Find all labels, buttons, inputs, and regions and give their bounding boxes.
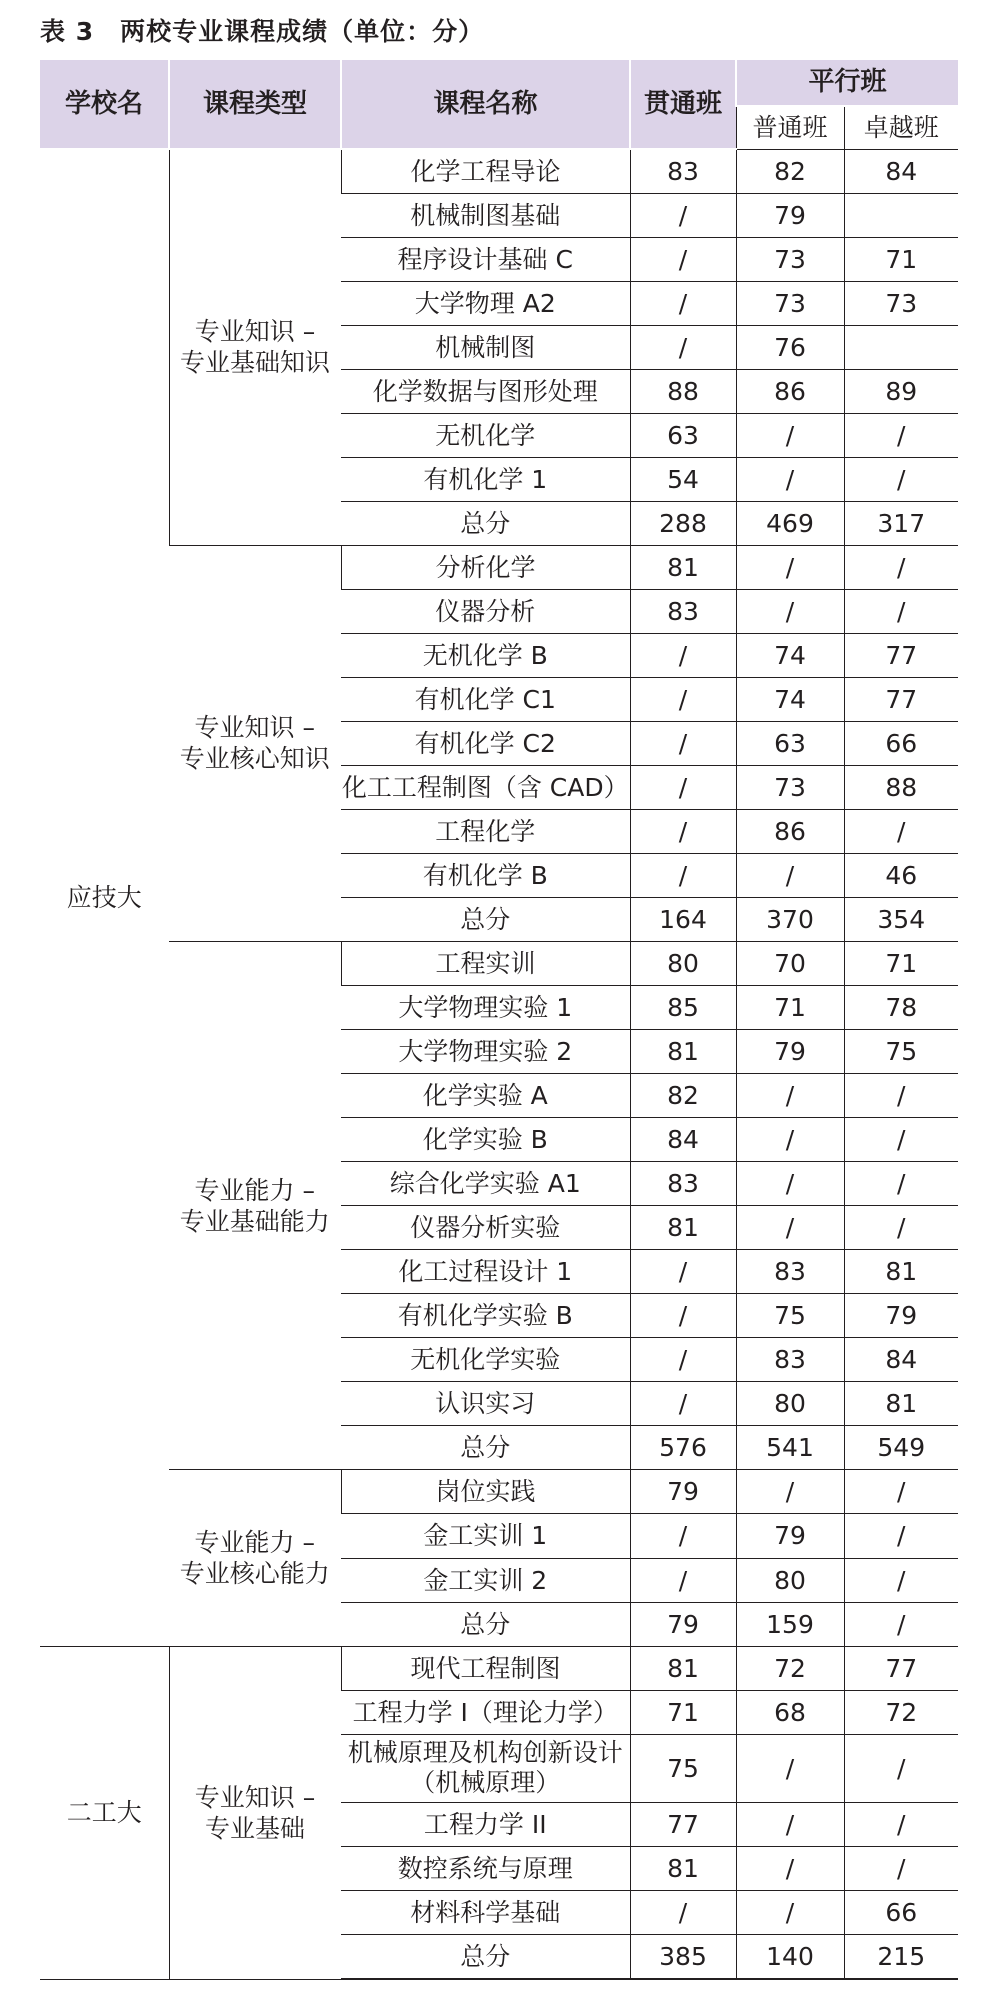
through-class-score: / [630,1558,736,1602]
category-cell [169,942,341,1470]
through-class-score: / [630,854,736,898]
course-cell: 岗位实践 [341,1470,630,1514]
ordinary-class-score: 541 [736,1426,844,1470]
through-class-score: / [630,1891,736,1935]
ordinary-class-score: 73 [736,765,844,809]
ordinary-class-score: 71 [736,986,844,1030]
excellent-class-score: 84 [844,1338,958,1382]
header-school: 学校名 [40,60,169,149]
through-class-score: 79 [630,1602,736,1646]
through-class-score: / [630,765,736,809]
course-cell: 无机化学 B [341,633,630,677]
excellent-class-score: 88 [844,765,958,809]
course-cell: 金工实训 2 [341,1558,630,1602]
through-class-score: 63 [630,413,736,457]
excellent-class-score: / [844,545,958,589]
excellent-class-score: 46 [844,854,958,898]
through-class-score: / [630,1382,736,1426]
scores-table [40,60,958,1980]
excellent-class-score: 66 [844,721,958,765]
course-cell: 综合化学实验 A1 [341,1162,630,1206]
course-cell: 分析化学 [341,545,630,589]
course-cell: 工程化学 [341,809,630,853]
ordinary-class-score: 83 [736,1338,844,1382]
ordinary-class-score: 82 [736,149,844,193]
excellent-class-score: 215 [844,1935,958,1979]
excellent-class-score: 66 [844,1891,958,1935]
course-cell: 大学物理实验 1 [341,986,630,1030]
excellent-class-score: 73 [844,281,958,325]
excellent-class-score: 77 [844,1646,958,1690]
ordinary-class-score: 70 [736,942,844,986]
ordinary-class-score: 80 [736,1382,844,1426]
category-line: 专业能力 – [194,1175,315,1205]
excellent-class-score: / [844,1470,958,1514]
table-row [40,942,958,986]
through-class-score: / [630,1514,736,1558]
course-cell: 无机化学 [341,413,630,457]
course-cell: 化学数据与图形处理 [341,369,630,413]
excellent-class-score: 78 [844,986,958,1030]
through-class-score: 83 [630,589,736,633]
ordinary-class-score: 83 [736,1250,844,1294]
ordinary-class-score: / [736,1162,844,1206]
course-cell: 金工实训 1 [341,1514,630,1558]
excellent-class-score: 317 [844,501,958,545]
through-class-score: 75 [630,1734,736,1803]
excellent-class-score: / [844,1118,958,1162]
course-cell: 总分 [341,1426,630,1470]
through-class-score: 288 [630,501,736,545]
ordinary-class-score: / [736,589,844,633]
excellent-class-score: / [844,1206,958,1250]
excellent-class-score: / [844,413,958,457]
table-row [40,149,958,193]
ordinary-class-score: / [736,1074,844,1118]
ordinary-class-score: 73 [736,237,844,281]
ordinary-class-score: 73 [736,281,844,325]
excellent-class-score: 89 [844,369,958,413]
header-parallel-class: 平行班 [736,60,958,106]
excellent-class-score: 81 [844,1250,958,1294]
through-class-score: 85 [630,986,736,1030]
header-course: 课程名称 [341,60,630,149]
ordinary-class-score: / [736,1206,844,1250]
ordinary-class-score: / [736,1891,844,1935]
table-header [40,60,958,149]
category-line: 专业基础知识 [179,348,330,378]
through-class-score: 385 [630,1935,736,1979]
ordinary-class-score: / [736,1470,844,1514]
excellent-class-score: 72 [844,1690,958,1734]
ordinary-class-score: / [736,1803,844,1847]
excellent-class-score: / [844,1558,958,1602]
through-class-score: 54 [630,457,736,501]
header-excellent-class: 卓越班 [844,106,958,149]
through-class-score: 83 [630,149,736,193]
through-class-score: 77 [630,1803,736,1847]
through-class-score: / [630,1338,736,1382]
header-ordinary-class: 普通班 [736,106,844,149]
course-cell: 有机化学 C1 [341,677,630,721]
header-through-class: 贯通班 [630,60,736,149]
category-line: 专业知识 – [194,317,316,347]
table-row [40,1470,958,1514]
course-cell: 工程实训 [341,942,630,986]
ordinary-class-score: / [736,1118,844,1162]
table-row [40,545,958,589]
excellent-class-score: 71 [844,237,958,281]
through-class-score: / [630,281,736,325]
course-cell: 认识实习 [341,1382,630,1426]
course-cell: 化工过程设计 1 [341,1250,630,1294]
course-cell: 程序设计基础 C [341,237,630,281]
category-line: 专业核心知识 [179,744,330,774]
through-class-score: 81 [630,1847,736,1891]
excellent-class-score: 81 [844,1382,958,1426]
ordinary-class-score: 80 [736,1558,844,1602]
through-class-score: / [630,325,736,369]
through-class-score: 81 [630,1206,736,1250]
ordinary-class-score: / [736,854,844,898]
excellent-class-score: / [844,457,958,501]
ordinary-class-score: 76 [736,325,844,369]
through-class-score: 81 [630,1646,736,1690]
course-cell: 机械原理及机构创新设计（机械原理） [341,1734,630,1803]
course-cell: 大学物理实验 2 [341,1030,630,1074]
excellent-class-score: / [844,589,958,633]
through-class-score: 82 [630,1074,736,1118]
through-class-score: 164 [630,898,736,942]
category-line: 专业基础 [204,1813,305,1843]
through-class-score: / [630,721,736,765]
excellent-class-score: / [844,1514,958,1558]
course-cell: 机械制图基础 [341,193,630,237]
course-cell: 工程力学 I（理论力学） [341,1690,630,1734]
course-cell: 有机化学实验 B [341,1294,630,1338]
excellent-class-score: 354 [844,898,958,942]
ordinary-class-score: 469 [736,501,844,545]
excellent-class-score: 79 [844,1294,958,1338]
excellent-class-score: / [844,1602,958,1646]
category-cell [169,1470,341,1646]
ordinary-class-score: / [736,413,844,457]
excellent-class-score: 84 [844,149,958,193]
course-cell: 总分 [341,1935,630,1979]
course-cell: 化学实验 A [341,1074,630,1118]
category-cell [169,1646,341,1979]
course-cell: 总分 [341,1602,630,1646]
through-class-score: / [630,1250,736,1294]
course-cell: 现代工程制图 [341,1646,630,1690]
table-row [40,1646,958,1690]
course-cell: 有机化学 B [341,854,630,898]
course-cell: 机械制图 [341,325,630,369]
course-cell: 总分 [341,501,630,545]
course-cell: 化学实验 B [341,1118,630,1162]
course-cell: 有机化学 C2 [341,721,630,765]
through-class-score: 84 [630,1118,736,1162]
category-cell [169,545,341,941]
course-cell: 总分 [341,898,630,942]
school-name-cell: 二工大 [40,1646,169,1979]
course-cell: 数控系统与原理 [341,1847,630,1891]
ordinary-class-score: / [736,1734,844,1803]
course-cell: 化学工程导论 [341,149,630,193]
through-class-score: 88 [630,369,736,413]
excellent-class-score: / [844,1074,958,1118]
ordinary-class-score: 79 [736,1514,844,1558]
course-cell: 材料科学基础 [341,1891,630,1935]
course-cell: 化工工程制图（含 CAD） [341,765,630,809]
excellent-class-score: 549 [844,1426,958,1470]
excellent-class-score: / [844,1162,958,1206]
ordinary-class-score: 86 [736,369,844,413]
course-cell: 仪器分析实验 [341,1206,630,1250]
category-line: 专业核心能力 [179,1559,330,1588]
through-class-score: 81 [630,545,736,589]
ordinary-class-score: 79 [736,1030,844,1074]
table-caption: 表 3 两校专业课程成绩（单位：分） [40,17,485,46]
header-category: 课程类型 [169,60,341,149]
category-line: 专业知识 – [194,1782,316,1812]
through-class-score: 576 [630,1426,736,1470]
ordinary-class-score: 74 [736,677,844,721]
excellent-class-score [844,325,958,369]
course-cell: 工程力学 II [341,1803,630,1847]
excellent-class-score: / [844,1734,958,1803]
ordinary-class-score: 140 [736,1935,844,1979]
through-class-score: / [630,677,736,721]
excellent-class-score: 77 [844,633,958,677]
through-class-score: / [630,809,736,853]
excellent-class-score: 77 [844,677,958,721]
ordinary-class-score: 159 [736,1602,844,1646]
excellent-class-score: / [844,1847,958,1891]
ordinary-class-score: 75 [736,1294,844,1338]
through-class-score: 71 [630,1690,736,1734]
category-line: 专业能力 – [194,1528,315,1557]
through-class-score: 83 [630,1162,736,1206]
excellent-class-score: 71 [844,942,958,986]
through-class-score: 79 [630,1470,736,1514]
ordinary-class-score: 86 [736,809,844,853]
through-class-score: 81 [630,1030,736,1074]
category-line: 专业知识 – [194,713,315,743]
ordinary-class-score: 72 [736,1646,844,1690]
course-cell: 大学物理 A2 [341,281,630,325]
course-cell: 有机化学 1 [341,457,630,501]
course-cell: 无机化学实验 [341,1338,630,1382]
through-class-score: / [630,193,736,237]
excellent-class-score [844,193,958,237]
ordinary-class-score: 68 [736,1690,844,1734]
excellent-class-score: / [844,1803,958,1847]
through-class-score: / [630,1294,736,1338]
ordinary-class-score: / [736,1847,844,1891]
ordinary-class-score: 79 [736,193,844,237]
excellent-class-score: 75 [844,1030,958,1074]
ordinary-class-score: 370 [736,898,844,942]
through-class-score: / [630,633,736,677]
ordinary-class-score: / [736,457,844,501]
table-body [40,149,958,1979]
category-line: 专业基础能力 [179,1206,330,1236]
excellent-class-score: / [844,809,958,853]
through-class-score: 80 [630,942,736,986]
category-cell [169,149,341,545]
ordinary-class-score: 74 [736,633,844,677]
course-cell: 仪器分析 [341,589,630,633]
school-name-cell: 应技大 [40,149,169,1646]
ordinary-class-score: / [736,545,844,589]
through-class-score: / [630,237,736,281]
ordinary-class-score: 63 [736,721,844,765]
